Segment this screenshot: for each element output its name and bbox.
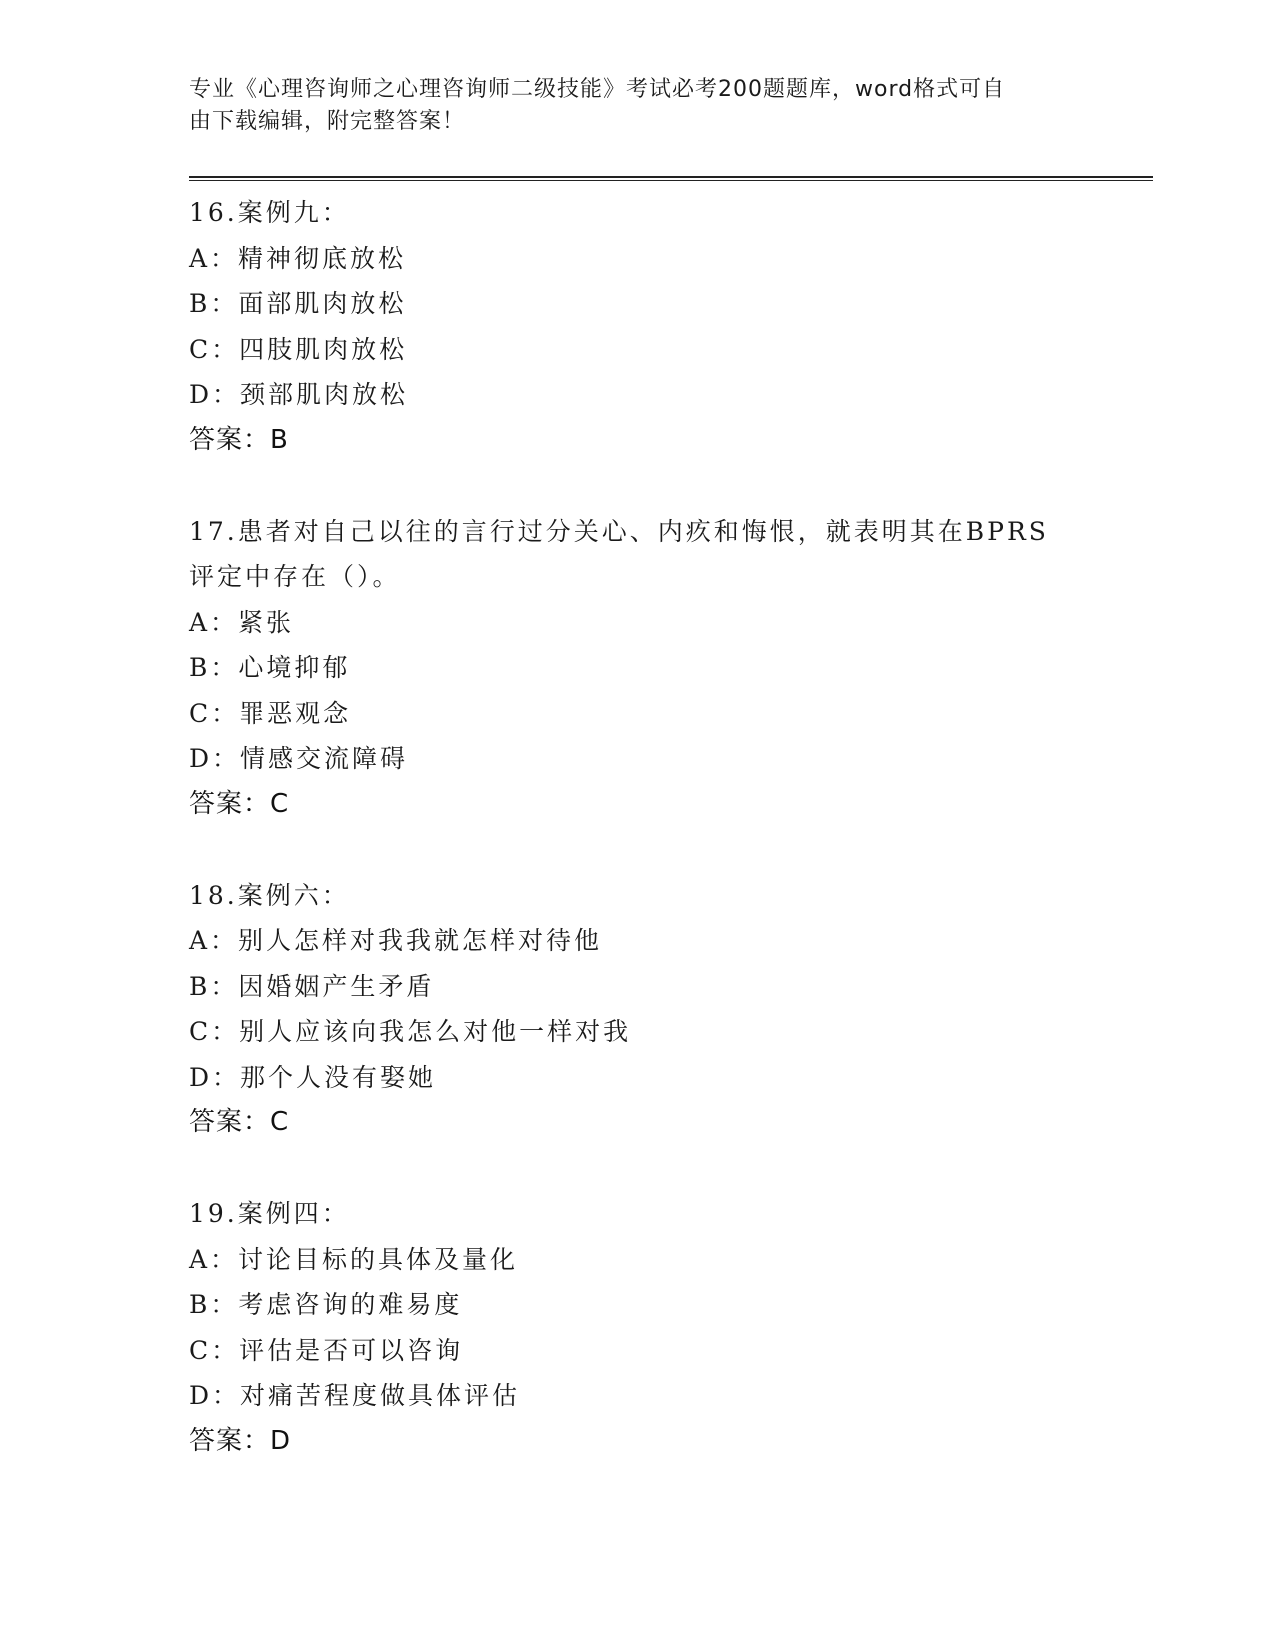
option-b: B：因婚姻产生矛盾	[189, 971, 435, 1001]
option-d: D：对痛苦程度做具体评估	[189, 1381, 521, 1410]
question-spacer	[189, 463, 1089, 509]
header-line-1: 专业《心理咨询师之心理咨询师二级技能》考试必考200题题库，word格式可自	[189, 77, 1006, 102]
answer-line: 答案：C	[189, 1107, 290, 1137]
answer-line: 答案：B	[189, 424, 289, 455]
option-b: B：心境抑郁	[189, 653, 351, 682]
question-spacer	[189, 827, 1089, 873]
header-divider	[189, 176, 1153, 181]
question-stem: 17.患者对自己以往的言行过分关心、内疚和悔恨，就表明其在BPRS	[189, 516, 1049, 546]
option-b: B：面部肌肉放松	[189, 289, 407, 318]
option-d: D：颈部肌肉放松	[189, 380, 409, 409]
question-stem: 18.案例六：	[189, 880, 350, 910]
question-18	[189, 873, 1089, 1146]
header-line-2: 由下载编辑，附完整答案！	[189, 109, 466, 134]
question-spacer	[189, 1146, 1089, 1192]
answer-line: 答案：D	[189, 1425, 292, 1456]
question-stem: 19.案例四：	[189, 1199, 350, 1228]
option-a: A：精神彻底放松	[189, 243, 407, 273]
question-stem: 16.案例九：	[189, 198, 350, 227]
option-c: C：罪恶观念	[189, 698, 352, 728]
answer-line: 答案：C	[189, 788, 290, 819]
option-c: C：别人应该向我怎么对他一样对我	[189, 1017, 632, 1046]
question-17	[189, 509, 1089, 828]
option-a: A：讨论目标的具体及量化	[189, 1244, 519, 1274]
question-16	[189, 190, 1089, 463]
option-d: D：情感交流障碍	[189, 744, 409, 773]
question-list	[189, 190, 1089, 1464]
document-header	[189, 74, 1069, 138]
option-c: C：四肢肌肉放松	[189, 334, 408, 364]
option-c: C：评估是否可以咨询	[189, 1335, 464, 1365]
option-a: A：紧张	[189, 607, 295, 637]
question-stem-continued: 评定中存在（）。	[189, 562, 401, 591]
option-d: D：那个人没有娶她	[189, 1062, 437, 1092]
question-19	[189, 1191, 1089, 1464]
option-a: A：别人怎样对我我就怎样对待他	[189, 926, 603, 955]
option-b: B：考虑咨询的难易度	[189, 1290, 463, 1319]
